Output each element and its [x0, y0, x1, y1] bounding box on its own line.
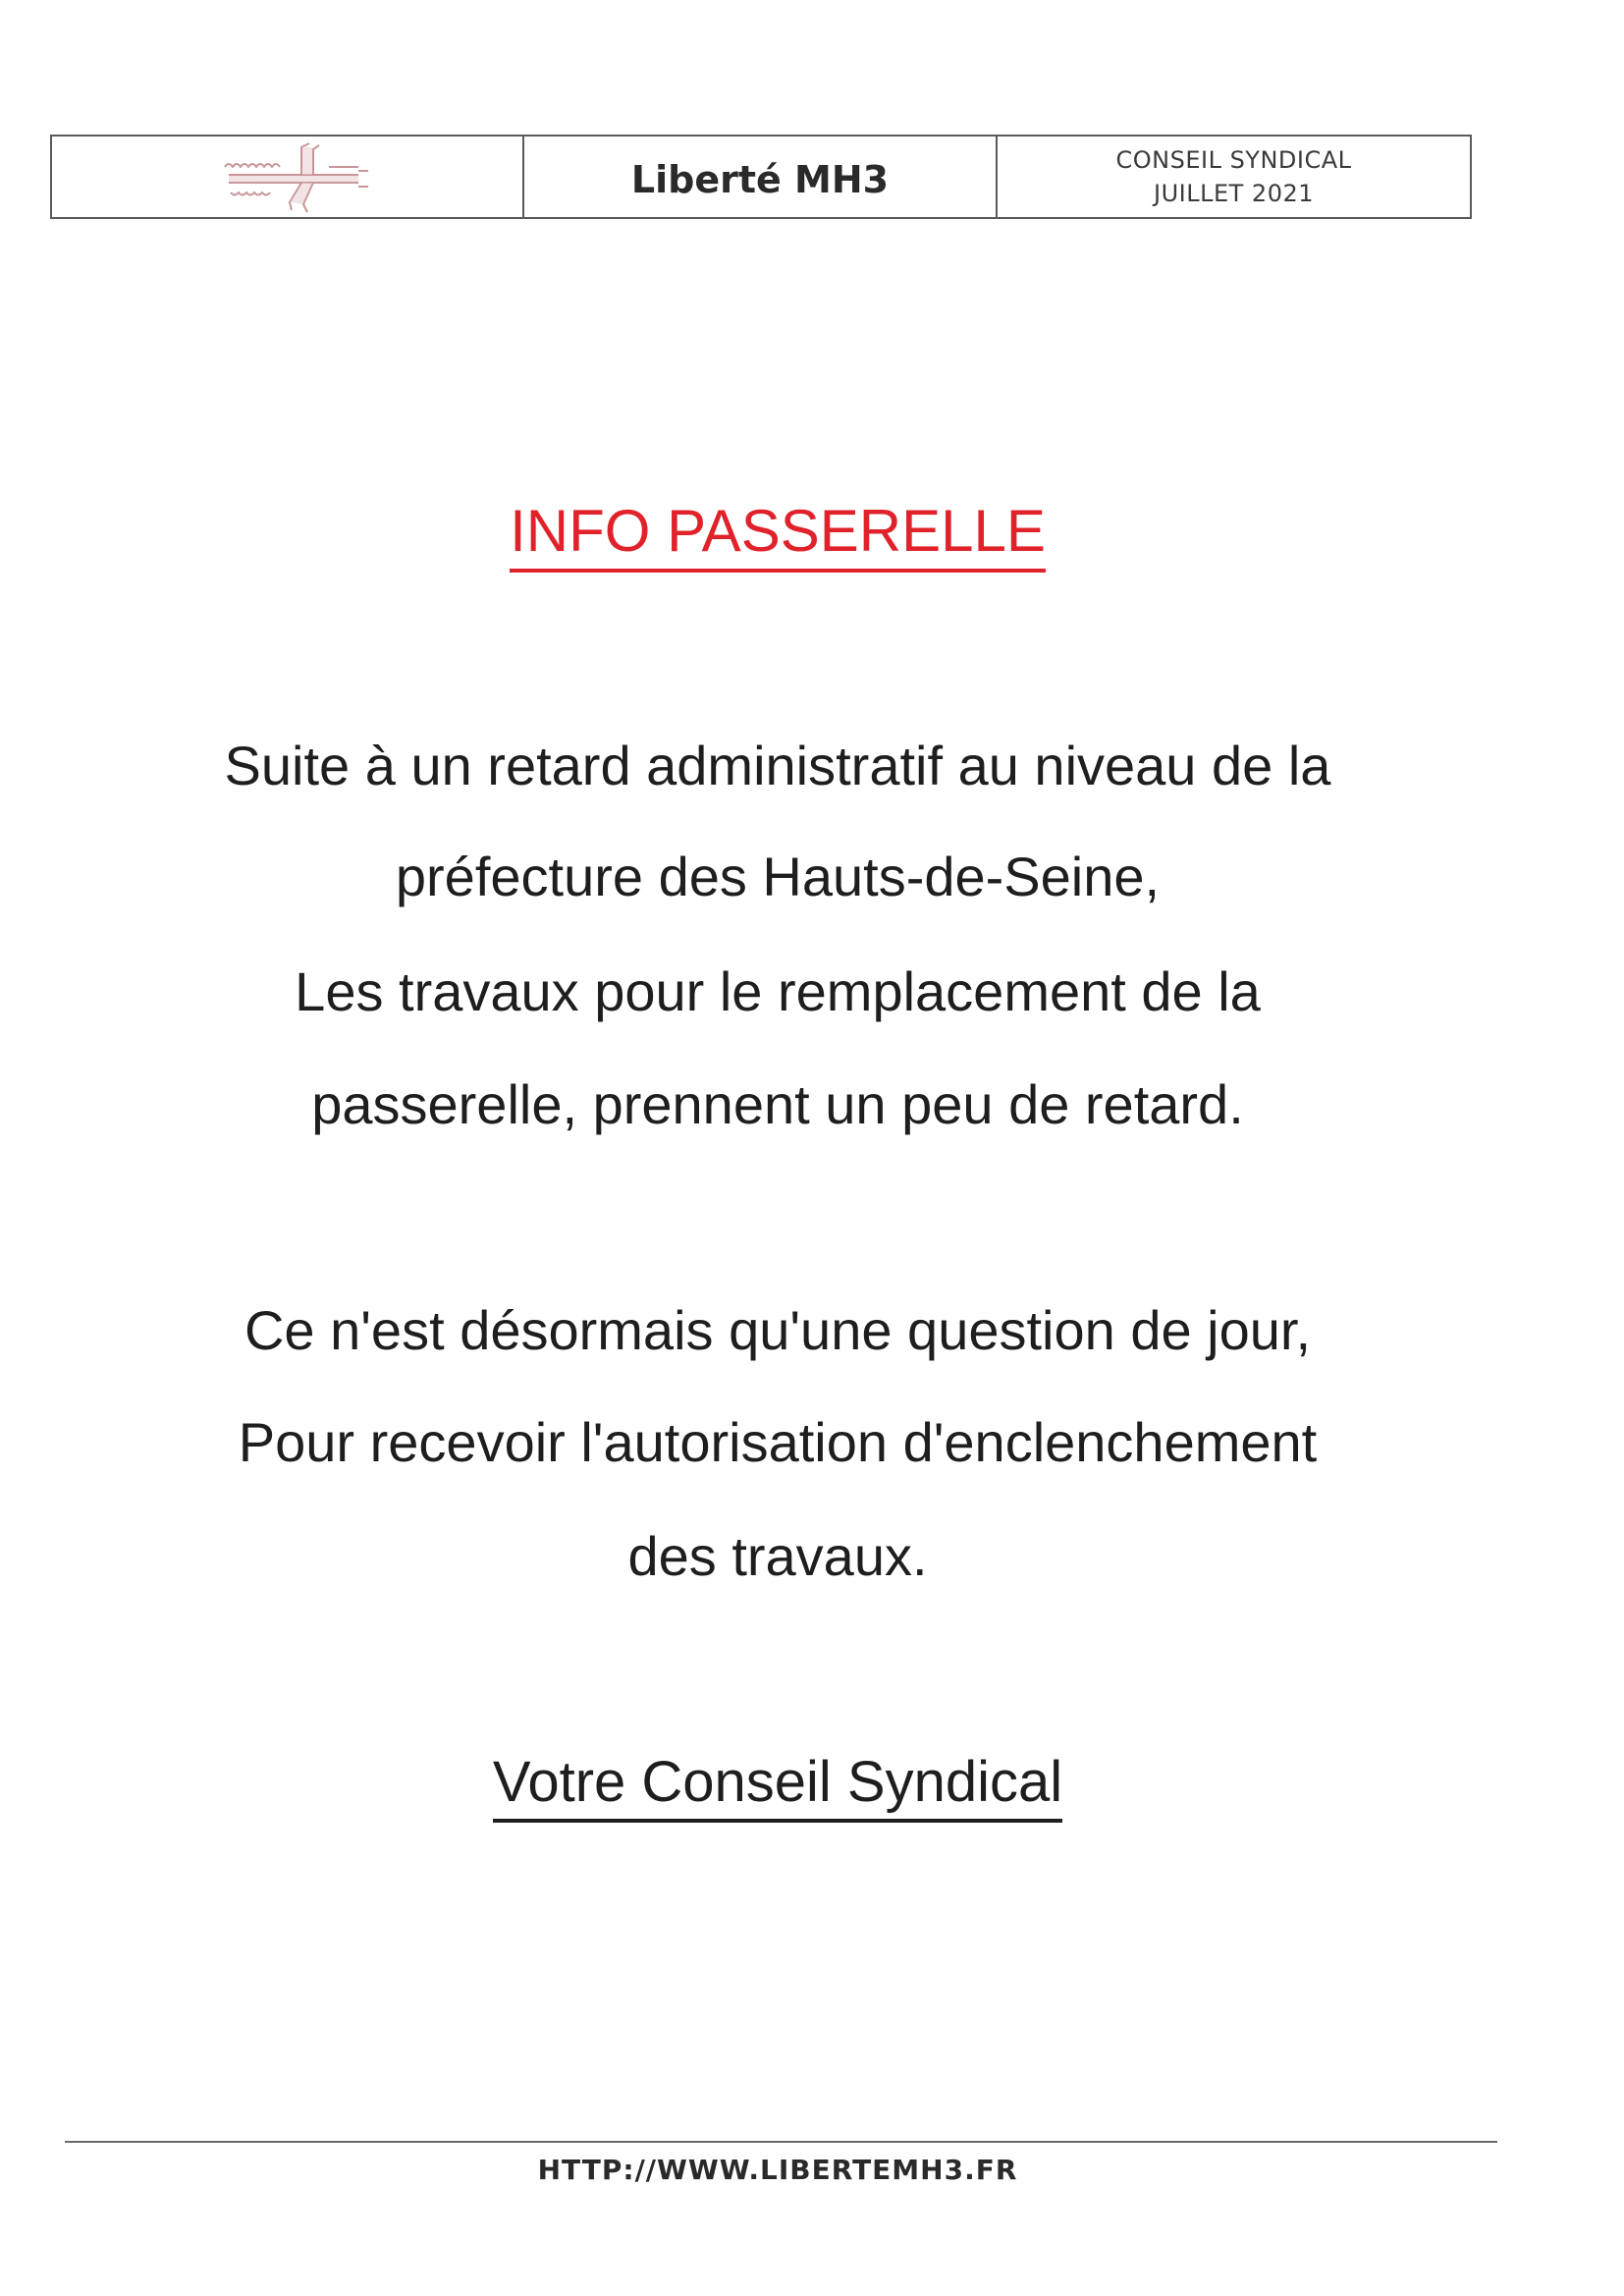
organization-cell — [524, 137, 998, 217]
organization-name: Liberté MH3 — [630, 158, 890, 201]
paragraph-2-line-1: Ce n'est désormais qu'une question de jour, — [244, 1299, 1312, 1361]
paragraph-1-line-1: Suite à un retard administratif au niveau de la — [224, 735, 1331, 796]
paragraph-1-line-2: préfecture des Hauts-de-Seine, — [395, 846, 1161, 907]
notice-title-wrapper — [0, 496, 1555, 573]
signature-wrapper — [0, 1748, 1555, 1823]
footer-divider — [65, 2141, 1497, 2143]
paragraph-2-line-3: des travaux. — [627, 1525, 928, 1587]
header-council-label: CONSEIL SYNDICAL — [1115, 146, 1352, 174]
paragraph-2-line-2: Pour recevoir l'autorisation d'enclenchement — [238, 1411, 1318, 1473]
paragraph-1-line-4: passerelle, prennent un peu de retard. — [311, 1073, 1244, 1135]
paragraph-1-line-3: Les travaux pour le remplacement de la — [295, 960, 1261, 1022]
residence-plan-logo-icon — [211, 137, 378, 216]
header-info-cell — [998, 137, 1470, 217]
notice-title: INFO PASSERELLE — [510, 496, 1046, 573]
header-date-label: JUILLET 2021 — [1154, 180, 1314, 207]
footer-website-url: HTTP://WWW.LIBERTEMH3.FR — [537, 2154, 1018, 2186]
header-table — [50, 135, 1472, 219]
signature: Votre Conseil Syndical — [493, 1748, 1062, 1823]
logo-cell — [52, 137, 524, 217]
